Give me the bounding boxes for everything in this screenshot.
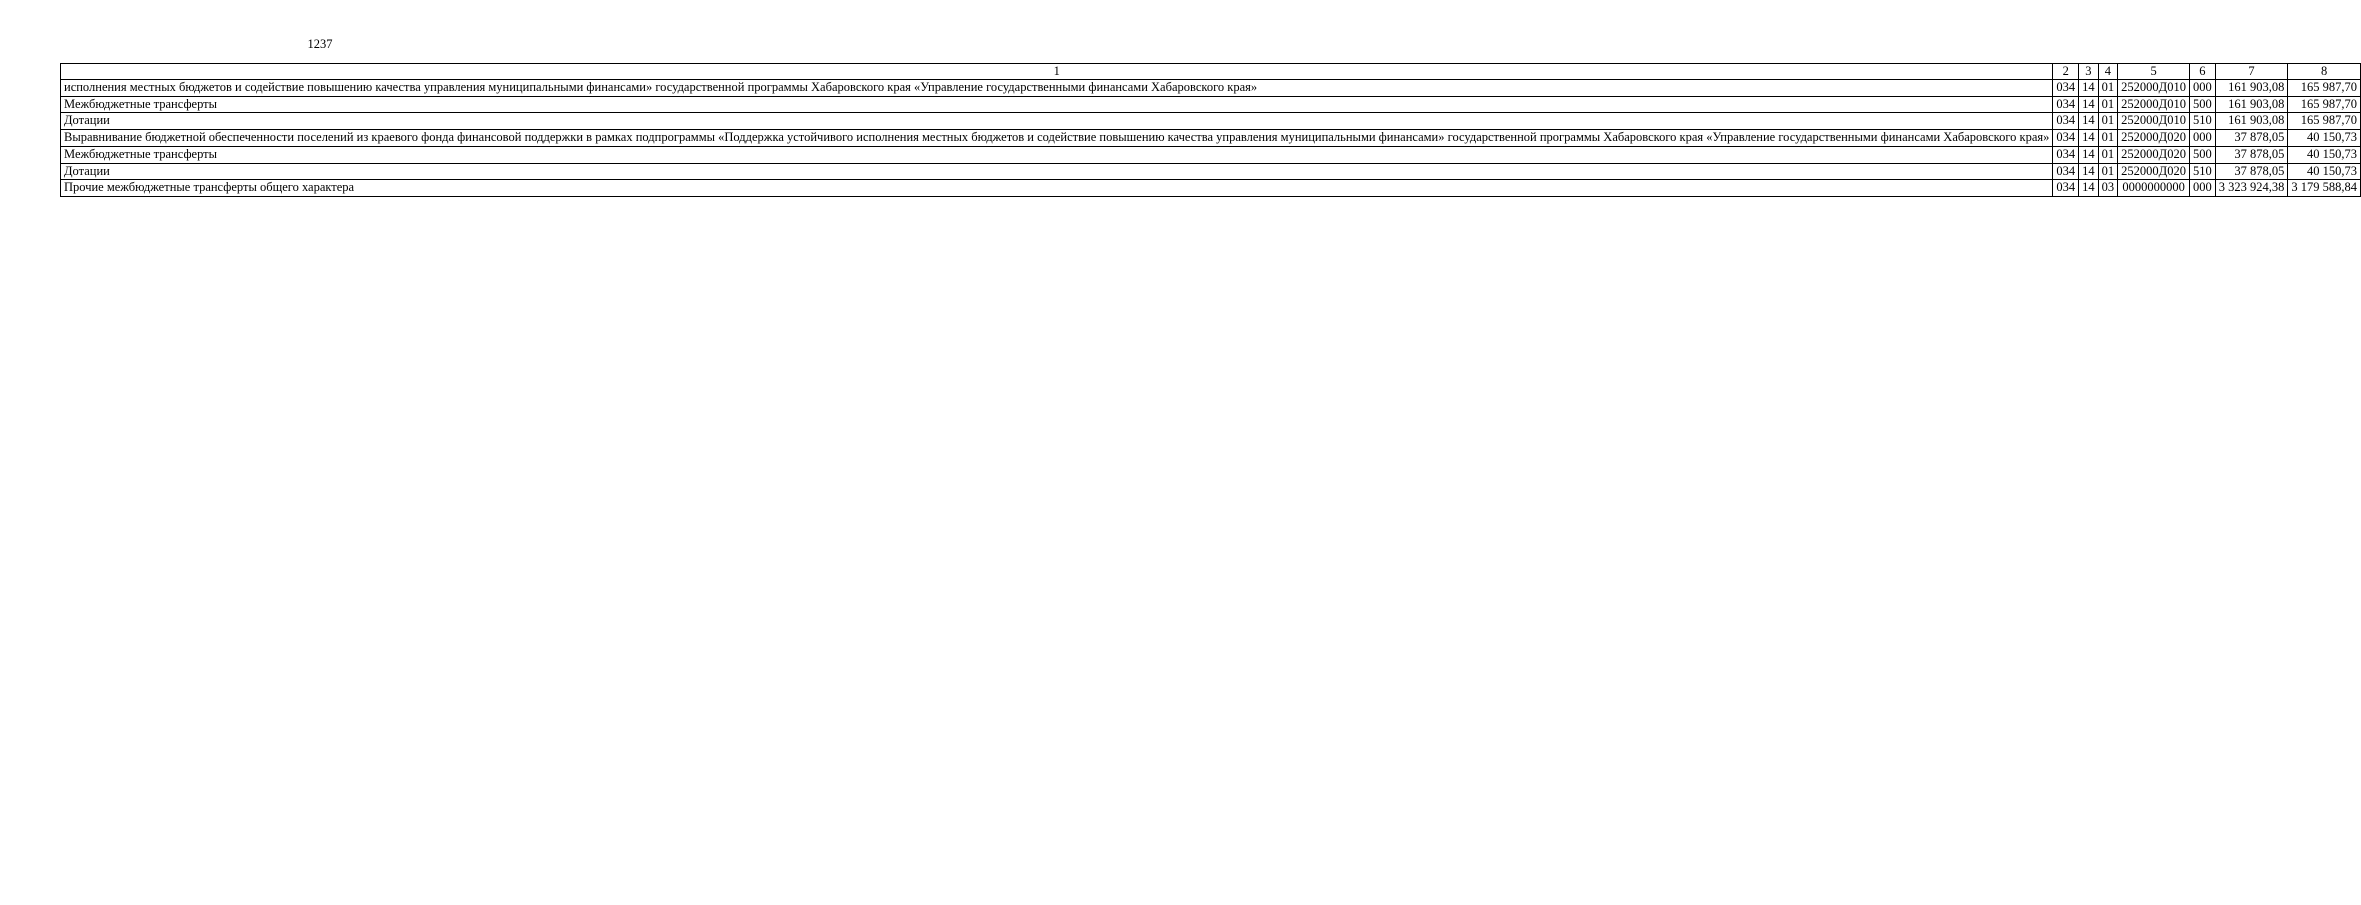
table-header-row xyxy=(61,64,2361,80)
row-admin-code: 034 xyxy=(2053,113,2079,130)
row-section: 14 xyxy=(2079,80,2099,97)
table-row xyxy=(61,113,2361,130)
row-admin-code: 034 xyxy=(2053,180,2079,197)
row-subsection: 01 xyxy=(2098,80,2118,97)
row-amount-1: 37 878,05 xyxy=(2215,146,2288,163)
row-amount-2: 165 987,70 xyxy=(2288,96,2361,113)
budget-table xyxy=(60,63,2361,197)
row-name: Дотации xyxy=(61,163,2053,180)
row-subsection: 01 xyxy=(2098,146,2118,163)
row-target-item: 252000Д010 xyxy=(2118,80,2190,97)
header-col-8: 8 xyxy=(2288,64,2361,80)
header-col-6: 6 xyxy=(2189,64,2215,80)
row-name: Дотации xyxy=(61,113,2053,130)
row-target-item: 252000Д020 xyxy=(2118,163,2190,180)
row-section: 14 xyxy=(2079,180,2099,197)
row-name: исполнения местных бюджетов и содействие повышению качества управления муниципальными финансами» государственной программы Хабаровского края «Управление государственными финансами Хабаровского края» xyxy=(61,80,2053,97)
row-amount-1: 161 903,08 xyxy=(2215,113,2288,130)
header-col-4: 4 xyxy=(2098,64,2118,80)
row-expense-type: 500 xyxy=(2189,96,2215,113)
header-col-3: 3 xyxy=(2079,64,2099,80)
header-col-5: 5 xyxy=(2118,64,2190,80)
row-subsection: 01 xyxy=(2098,113,2118,130)
row-subsection: 01 xyxy=(2098,163,2118,180)
row-expense-type: 510 xyxy=(2189,113,2215,130)
row-admin-code: 034 xyxy=(2053,80,2079,97)
table-row xyxy=(61,96,2361,113)
table-row xyxy=(61,163,2361,180)
row-amount-2: 40 150,73 xyxy=(2288,146,2361,163)
row-name: Выравнивание бюджетной обеспеченности поселений из краевого фонда финансовой поддержки в рамках подпрограммы «Поддержка устойчивого исполнения местных бюджетов и содействие повышению качества управления муниципальными финансами» государственной программы Хабаровского края «Управление государственными финансами Хабаровского края» xyxy=(61,130,2053,147)
row-expense-type: 510 xyxy=(2189,163,2215,180)
row-amount-1: 37 878,05 xyxy=(2215,163,2288,180)
row-amount-1: 161 903,08 xyxy=(2215,80,2288,97)
row-expense-type: 500 xyxy=(2189,146,2215,163)
header-col-1: 1 xyxy=(61,64,2053,80)
row-amount-2: 165 987,70 xyxy=(2288,80,2361,97)
row-subsection: 01 xyxy=(2098,96,2118,113)
row-section: 14 xyxy=(2079,130,2099,147)
row-amount-1: 37 878,05 xyxy=(2215,130,2288,147)
row-admin-code: 034 xyxy=(2053,146,2079,163)
table-row xyxy=(61,180,2361,197)
row-admin-code: 034 xyxy=(2053,96,2079,113)
row-name: Прочие межбюджетные трансферты общего характера xyxy=(61,180,2053,197)
row-section: 14 xyxy=(2079,113,2099,130)
table-row xyxy=(61,146,2361,163)
table-row xyxy=(61,130,2361,147)
row-amount-2: 40 150,73 xyxy=(2288,130,2361,147)
row-admin-code: 034 xyxy=(2053,163,2079,180)
row-section: 14 xyxy=(2079,146,2099,163)
table-row xyxy=(61,80,2361,97)
row-target-item: 252000Д010 xyxy=(2118,113,2190,130)
row-expense-type: 000 xyxy=(2189,130,2215,147)
row-section: 14 xyxy=(2079,96,2099,113)
header-col-2: 2 xyxy=(2053,64,2079,80)
row-amount-2: 40 150,73 xyxy=(2288,163,2361,180)
row-subsection: 03 xyxy=(2098,180,2118,197)
row-amount-2: 3 179 588,84 xyxy=(2288,180,2361,197)
row-target-item: 252000Д020 xyxy=(2118,146,2190,163)
row-target-item: 0000000000 xyxy=(2118,180,2190,197)
row-amount-1: 161 903,08 xyxy=(2215,96,2288,113)
row-expense-type: 000 xyxy=(2189,80,2215,97)
page-number: 1237 xyxy=(307,37,333,51)
row-admin-code: 034 xyxy=(2053,130,2079,147)
row-section: 14 xyxy=(2079,163,2099,180)
row-expense-type: 000 xyxy=(2189,180,2215,197)
row-amount-2: 165 987,70 xyxy=(2288,113,2361,130)
row-name: Межбюджетные трансферты xyxy=(61,146,2053,163)
header-col-7: 7 xyxy=(2215,64,2288,80)
row-subsection: 01 xyxy=(2098,130,2118,147)
row-name: Межбюджетные трансферты xyxy=(61,96,2053,113)
row-amount-1: 3 323 924,38 xyxy=(2215,180,2288,197)
row-target-item: 252000Д020 xyxy=(2118,130,2190,147)
row-target-item: 252000Д010 xyxy=(2118,96,2190,113)
